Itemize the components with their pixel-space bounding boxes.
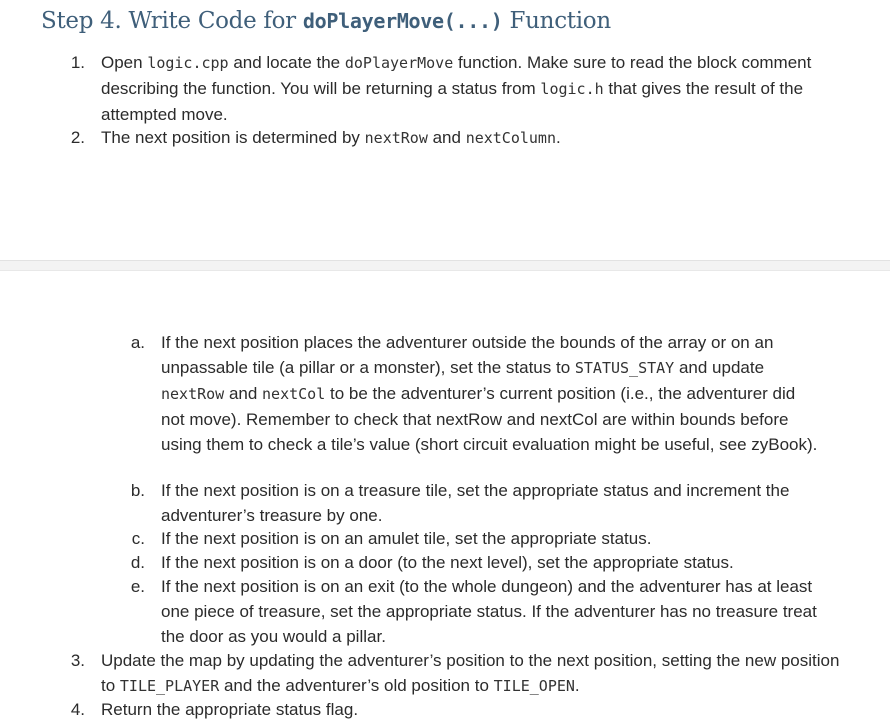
list-number: 3. — [70, 651, 85, 670]
sub-letter: b. — [130, 481, 145, 500]
sub-item-text: If the next position is on a door (to the next level), set the appropriate status. — [161, 553, 734, 572]
inline-code: nextRow — [364, 129, 428, 147]
list-number: 1. — [70, 53, 85, 72]
list-item-text: Return the appropriate status flag. — [101, 700, 359, 719]
sub-item-text: If the next position is on an amulet tile, set the appropriate status. — [161, 529, 652, 548]
list-number: 4. — [70, 700, 85, 719]
inline-code: logic.h — [540, 80, 604, 98]
sub-letter: e. — [130, 577, 145, 596]
inline-code: nextCol — [262, 385, 326, 403]
list-item-text: Open logic.cpp and locate the doPlayerMove function. Make sure to read the block comment describing the function. You will be returning a status from logic.h that gives the result of the attempted move. — [101, 53, 812, 124]
sub-item-e — [0, 574, 890, 649]
sub-item-c — [0, 526, 890, 551]
inline-code: logic.cpp — [147, 54, 229, 72]
sub-letter: a. — [130, 333, 145, 352]
list-item-step-2 — [0, 125, 890, 150]
sub-item-text: If the next position is on an exit (to the whole dungeon) and the adventurer has at least one piece of treasure, set the appropriate status. If the adventurer has no treasure treat the door as you would a pillar. — [161, 577, 817, 646]
sub-item-a — [0, 330, 890, 480]
list-item-text: The next position is determined by nextRow and nextColumn. — [101, 128, 561, 147]
sub-letter: d. — [130, 553, 145, 572]
list-number: 2. — [70, 128, 85, 147]
inline-code: nextRow — [161, 385, 225, 403]
inline-code: STATUS_STAY — [574, 359, 675, 377]
inline-code: nextColumn — [465, 129, 556, 147]
function-name-code: doPlayerMove(...) — [302, 9, 503, 33]
inline-code: doPlayerMove — [344, 54, 454, 72]
page-divider-bottom — [0, 270, 890, 271]
sub-letter: c. — [131, 529, 145, 548]
inline-code: TILE_PLAYER — [119, 677, 220, 695]
list-item-step-1 — [0, 50, 890, 125]
sub-item-b — [0, 478, 890, 528]
inline-code: TILE_OPEN — [493, 677, 575, 695]
step-heading: Step 4. Write Code for doPlayerMove(...) Function — [41, 8, 611, 34]
sub-item-d — [0, 550, 890, 575]
list-item-step-3 — [0, 648, 890, 698]
page-divider-band — [0, 261, 890, 270]
list-item-text: Update the map by updating the adventurer’s position to the next position, setting the new position to TILE_PLAYER and the adventurer’s old position to TILE_OPEN. — [101, 651, 840, 695]
sub-item-text: If the next position is on a treasure tile, set the appropriate status and increment the adventurer’s treasure by one. — [161, 481, 790, 525]
sub-item-text: If the next position places the adventurer outside the bounds of the array or on an unpassable tile (a pillar or a monster), set the status to STATUS_STAY and update nextRow and nextCol to be the adventurer’s current position (i.e., the adventurer did not move). Remember to check that nextRow and nextCol are within bounds before using them to check a tile’s value (short circuit evaluation might be useful, see zyBook). — [161, 333, 818, 454]
list-item-step-4 — [0, 697, 890, 722]
